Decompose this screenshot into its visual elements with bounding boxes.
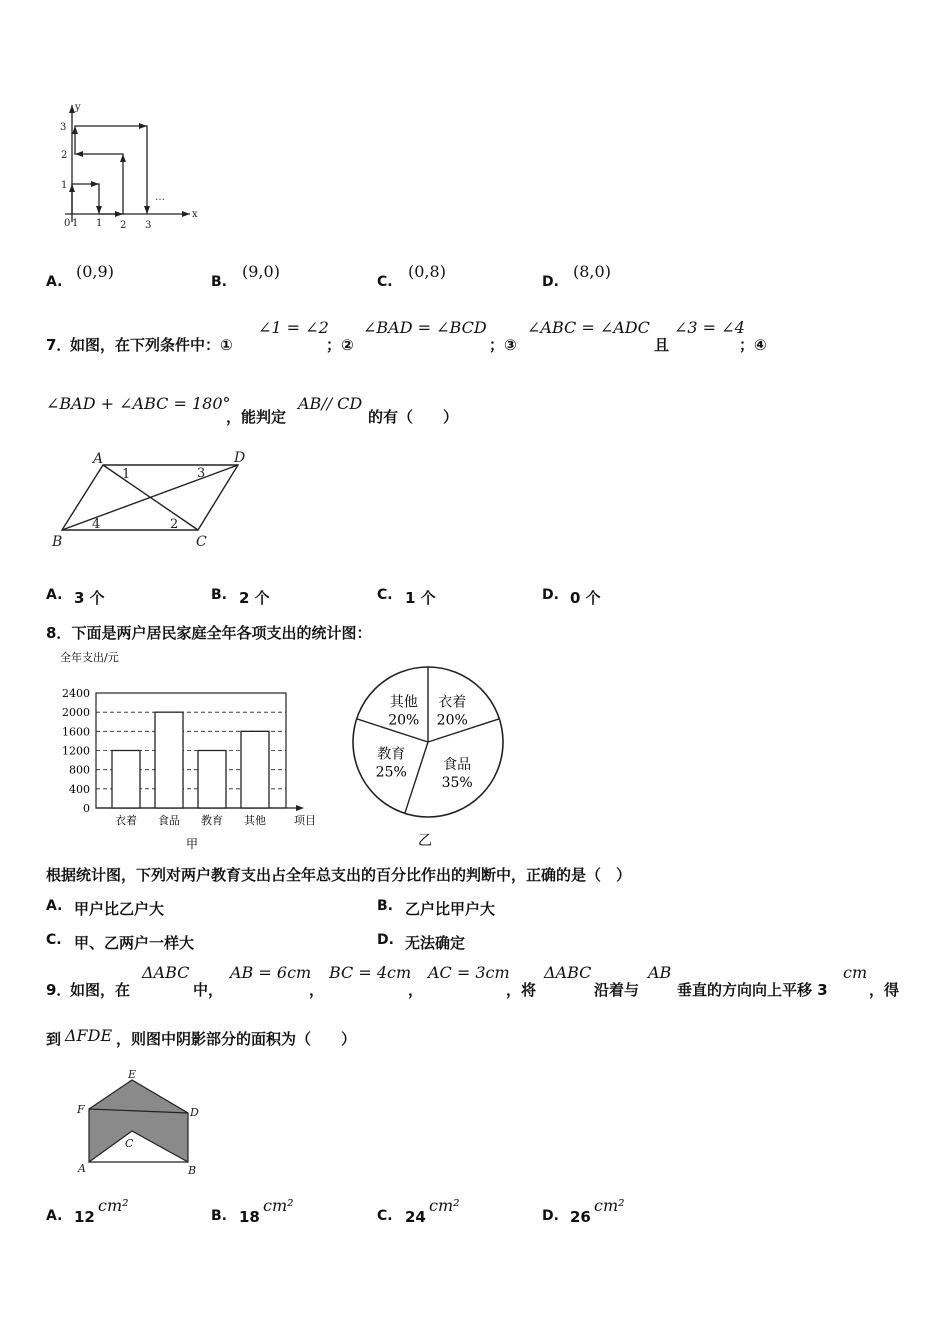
q8-option-b-label: B. (377, 898, 393, 914)
q7-sep2: ；③ (489, 336, 517, 354)
q9-stem-line1 (46, 963, 926, 999)
q9-stem-line2 (46, 1024, 926, 1054)
q8-option-c-label: C. (46, 932, 62, 948)
q7-angle-3: 3 (197, 466, 206, 481)
q9-options (46, 1196, 746, 1228)
q7-number: 7． (46, 336, 72, 354)
pie-chart-slice-name: 教育 (377, 746, 406, 763)
bar-chart-bar (155, 712, 183, 808)
q7-cond4: ∠BAD + ∠ABC = 180° (46, 394, 231, 413)
q9-comma2: ， (408, 981, 424, 999)
q7-cond2: ∠BAD = ∠BCD (363, 318, 487, 337)
q9-fde: ΔFDE (65, 1026, 113, 1045)
bar-chart-category: 其他 (244, 814, 266, 827)
q7-option-c-label: C. (377, 587, 393, 603)
q7-point-b: B (52, 534, 63, 550)
q7-point-d: D (234, 450, 246, 466)
q9-number: 9． (46, 981, 72, 999)
q9-t1: 如图，在 (70, 981, 131, 999)
q8-text: 下面是两户居民家庭全年各项支出的统计图： (71, 624, 372, 642)
q9-t5: 垂直的方向向上平移 3 (677, 981, 828, 999)
q7-point-a: A (93, 451, 104, 467)
q8-option-a-value: 甲户比乙户大 (74, 900, 165, 918)
q9-option-a-unit: cm² (98, 1196, 129, 1215)
bar-chart-ytick: 0 (83, 802, 90, 815)
q7-parallelogram-figure (48, 448, 258, 552)
q9-tri: ΔABC (142, 963, 190, 982)
q9-point-d: D (190, 1106, 199, 1119)
q9-t4: 沿着与 (594, 981, 640, 999)
q6-ytick-2: 2 (61, 150, 68, 161)
pie-chart-slice-percent: 25% (375, 764, 407, 781)
q8-judge (46, 864, 631, 885)
pie-chart-title: 乙 (418, 833, 432, 849)
bar-chart-ytick: 1200 (62, 744, 90, 758)
q9-option-c-value: 24 (405, 1208, 426, 1226)
pie-chart-slice-name: 其他 (389, 694, 418, 711)
q8-number: 8． (46, 624, 72, 642)
q9-point-e: E (128, 1068, 137, 1081)
q9-t3: ，将 (506, 981, 537, 999)
q6-option-d-label: D. (542, 274, 559, 290)
q8-judge-text: 根据统计图，下列对两户教育支出占全年总支出的百分比作出的判断中，正确的是（ ） (46, 866, 632, 884)
q6-option-c-label: C. (377, 274, 393, 290)
bar-chart-title: 甲 (186, 837, 199, 851)
q6-options (46, 262, 746, 292)
q6-ytick-3: 3 (60, 122, 67, 133)
q8-option-c-value: 甲、乙两户一样大 (74, 934, 195, 952)
q7-option-c-value: 1 个 (405, 589, 436, 607)
q8-option-a-label: A. (46, 898, 63, 914)
q9-option-d-unit: cm² (594, 1196, 625, 1215)
q7-and: 且 (654, 336, 670, 354)
q6-xtick-1: 1 (96, 218, 103, 229)
q7-option-d-label: D. (542, 587, 559, 603)
pie-chart-slice-name: 食品 (443, 757, 472, 774)
q6-option-c-value: (0,8) (408, 262, 446, 281)
q8-stem (46, 622, 371, 643)
q9-t6: ，得 (869, 981, 900, 999)
q6-option-b-value: (9,0) (242, 262, 280, 281)
q9-bc: BC = 4cm (329, 963, 412, 982)
bar-chart-ytick: 2000 (62, 706, 90, 720)
q9-option-c-unit: cm² (429, 1196, 460, 1215)
q7-sep3: ；④ (739, 336, 767, 354)
q9-ab: AB = 6cm (230, 963, 312, 982)
q9-option-b-label: B. (211, 1208, 227, 1224)
q7-cond1: ∠1 = ∠2 (258, 318, 329, 337)
q9-option-a-value: 12 (74, 1208, 95, 1226)
pie-chart-slice-percent: 35% (441, 775, 473, 792)
pie-chart-slice-name: 衣着 (438, 694, 467, 711)
bar-chart-xlabel: 项目 (294, 814, 316, 827)
q7-option-b-value: 2 个 (239, 589, 270, 607)
q7-option-b-label: B. (211, 587, 227, 603)
q9-ab2: AB (648, 963, 672, 982)
q7-stem-line2 (46, 394, 926, 428)
q6-origin: 0 (64, 218, 71, 229)
q9-translation-figure (72, 1066, 212, 1181)
q9-t2: 中， (193, 981, 224, 999)
q7-sep1: ；② (326, 336, 354, 354)
q9-option-a-label: A. (46, 1208, 63, 1224)
pie-chart-slice-percent: 20% (388, 712, 420, 729)
bar-chart-bar (112, 751, 140, 809)
q9-tri2: ΔABC (544, 963, 592, 982)
q9-option-c-label: C. (377, 1208, 393, 1224)
q9-comma1: ， (309, 981, 325, 999)
q9-unit: cm (843, 963, 868, 982)
q9-point-a: A (78, 1162, 86, 1175)
q9-t8: ，则图中阴影部分的面积为（ ） (116, 1030, 357, 1048)
q7-stem-line1 (46, 318, 926, 352)
bar-chart-bar (198, 751, 226, 809)
q7-option-a-value: 3 个 (74, 589, 105, 607)
q7-mid: ，能判定 (226, 408, 287, 426)
bar-chart-category: 食品 (158, 814, 180, 827)
q9-t7: 到 (46, 1030, 62, 1048)
q7-tail: 的有（ ） (368, 408, 459, 426)
q9-option-d-value: 26 (570, 1208, 591, 1226)
q9-ac: AC = 3cm (428, 963, 510, 982)
q7-target: AB// CD (298, 394, 363, 413)
q9-point-b: B (188, 1164, 197, 1177)
q6-xtick-2: 2 (120, 220, 127, 230)
q6-option-a-value: (0,9) (76, 262, 114, 281)
bar-chart-x-arrow (296, 805, 304, 811)
pie-chart-slice-percent: 20% (436, 712, 468, 729)
q7-point-c: C (196, 534, 207, 550)
q6-origin-tick: 1 (72, 218, 79, 229)
q6-xtick-3: 3 (145, 220, 152, 230)
q8-pie-chart (345, 665, 515, 855)
bar-chart-ytick: 800 (69, 763, 90, 777)
q9-option-b-unit: cm² (263, 1196, 294, 1215)
q9-option-d-label: D. (542, 1208, 559, 1224)
q6-ellipsis: … (155, 192, 165, 203)
q7-option-d-value: 0 个 (570, 589, 601, 607)
q7-option-a-label: A. (46, 587, 63, 603)
bar-chart-category: 衣着 (115, 814, 137, 827)
q6-y-label: y (75, 102, 81, 113)
q8-option-b-value: 乙户比甲户大 (405, 900, 496, 918)
q9-option-b-value: 18 (239, 1208, 260, 1226)
q6-option-a-label: A. (46, 274, 63, 290)
q6-option-d-value: (8,0) (573, 262, 611, 281)
q9-point-c: C (125, 1137, 134, 1150)
q6-spiral-graph (55, 100, 200, 230)
q7-angle-4: 4 (92, 517, 101, 532)
q6-ytick-1: 1 (61, 180, 68, 191)
q9-point-f: F (77, 1103, 85, 1116)
q7-intro: 如图，在下列条件中：① (70, 336, 233, 354)
q7-angle-1: 1 (122, 467, 131, 482)
bar-chart-bar (241, 731, 269, 808)
q8-option-d-label: D. (377, 932, 394, 948)
q8-option-d-value: 无法确定 (405, 934, 466, 952)
q7-cond3: ∠ABC = ∠ADC (527, 318, 650, 337)
q7-cond3b: ∠3 = ∠4 (674, 318, 745, 337)
q7-angle-2: 2 (170, 517, 179, 532)
q6-option-b-label: B. (211, 274, 227, 290)
q8-bar-chart (46, 645, 336, 855)
q6-x-label: x (192, 209, 198, 220)
q8-options (46, 898, 746, 958)
q7-options (46, 587, 746, 609)
bar-chart-ytick: 2400 (62, 687, 90, 700)
bar-chart-category: 教育 (201, 814, 223, 827)
bar-chart-ytick: 400 (69, 782, 90, 796)
bar-chart-ylabel: 全年支出/元 (60, 651, 119, 664)
bar-chart-ytick: 1600 (62, 725, 90, 739)
